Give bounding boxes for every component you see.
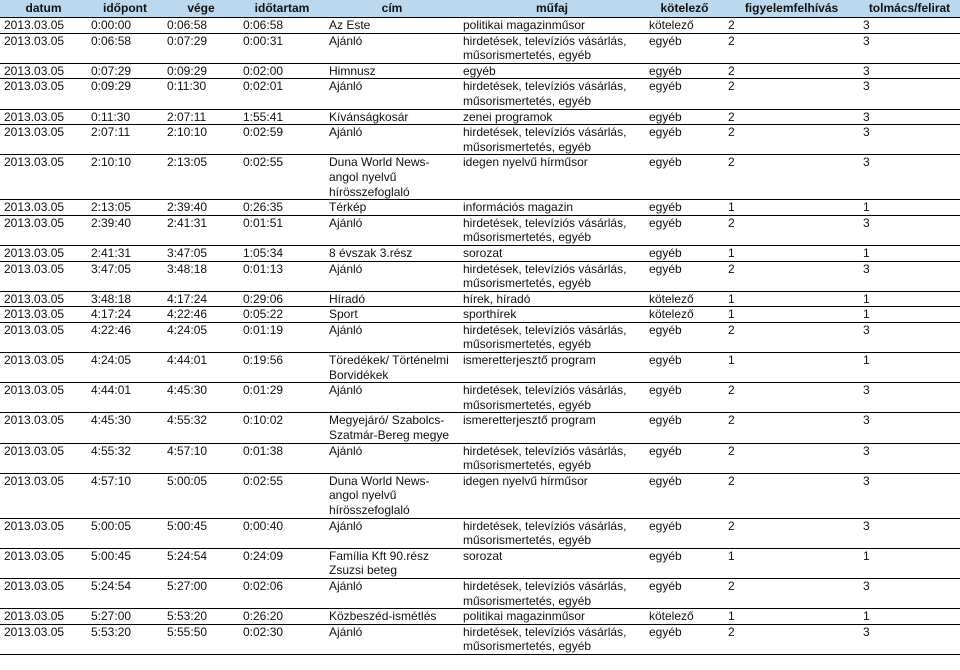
mandatory-cell: egyéb — [645, 215, 724, 245]
title-cell: Ajánló — [325, 79, 459, 109]
table-row — [0, 79, 960, 109]
end-time-cell: 5:24:54 — [163, 548, 239, 578]
date-cell: 2013.03.05 — [0, 624, 87, 654]
title-cell: 8 évszak 3.rész — [325, 245, 459, 261]
end-time-cell: 4:45:30 — [163, 383, 239, 413]
genre-cell: sorozat — [459, 548, 645, 578]
start-time-cell: 0:06:58 — [87, 33, 163, 63]
end-time-cell: 5:00:45 — [163, 518, 239, 548]
column-header-vege: vége — [163, 0, 239, 18]
mandatory-cell: egyéb — [645, 125, 724, 155]
end-time-cell: 3:48:18 — [163, 261, 239, 291]
start-time-cell: 2:41:31 — [87, 245, 163, 261]
start-time-cell: 3:47:05 — [87, 261, 163, 291]
warning-cell: 1 — [724, 609, 859, 625]
end-time-cell: 4:17:24 — [163, 291, 239, 307]
start-time-cell: 4:24:05 — [87, 353, 163, 383]
genre-cell: hirdetések, televíziós vásárlás, műsorismertetés, egyéb — [459, 322, 645, 352]
column-header-cim: cím — [325, 0, 459, 18]
duration-cell: 0:02:55 — [239, 473, 325, 518]
start-time-cell: 2:10:10 — [87, 155, 163, 200]
warning-cell: 2 — [724, 518, 859, 548]
duration-cell: 0:01:29 — [239, 383, 325, 413]
start-time-cell: 4:22:46 — [87, 322, 163, 352]
warning-cell: 2 — [724, 413, 859, 443]
table-row — [0, 548, 960, 578]
mandatory-cell: egyéb — [645, 473, 724, 518]
date-cell: 2013.03.05 — [0, 291, 87, 307]
start-time-cell: 5:53:20 — [87, 624, 163, 654]
interpreter-subtitle-cell: 3 — [859, 322, 960, 352]
table-row — [0, 200, 960, 216]
table-row — [0, 518, 960, 548]
warning-cell: 2 — [724, 33, 859, 63]
mandatory-cell: egyéb — [645, 33, 724, 63]
interpreter-subtitle-cell: 3 — [859, 624, 960, 654]
end-time-cell: 0:09:29 — [163, 63, 239, 79]
end-time-cell: 4:24:05 — [163, 322, 239, 352]
date-cell: 2013.03.05 — [0, 125, 87, 155]
interpreter-subtitle-cell: 3 — [859, 125, 960, 155]
table-row — [0, 307, 960, 323]
table-row — [0, 155, 960, 200]
mandatory-cell: egyéb — [645, 245, 724, 261]
interpreter-subtitle-cell: 1 — [859, 609, 960, 625]
genre-cell: idegen nyelvű hírműsor — [459, 473, 645, 518]
genre-cell: politikai magazinműsor — [459, 18, 645, 34]
start-time-cell: 4:44:01 — [87, 383, 163, 413]
date-cell: 2013.03.05 — [0, 413, 87, 443]
interpreter-subtitle-cell: 1 — [859, 548, 960, 578]
warning-cell: 2 — [724, 109, 859, 125]
warning-cell: 2 — [724, 261, 859, 291]
duration-cell: 0:26:20 — [239, 609, 325, 625]
warning-cell: 2 — [724, 443, 859, 473]
genre-cell: hirdetések, televíziós vásárlás, műsorismertetés, egyéb — [459, 443, 645, 473]
table-row — [0, 353, 960, 383]
genre-cell: ismeretterjesztő program — [459, 413, 645, 443]
table-row — [0, 245, 960, 261]
table-row — [0, 383, 960, 413]
duration-cell: 0:02:55 — [239, 155, 325, 200]
title-cell: Ajánló — [325, 624, 459, 654]
end-time-cell: 5:53:20 — [163, 609, 239, 625]
duration-cell: 1:55:41 — [239, 109, 325, 125]
mandatory-cell: egyéb — [645, 200, 724, 216]
end-time-cell: 5:27:00 — [163, 578, 239, 608]
warning-cell: 1 — [724, 307, 859, 323]
interpreter-subtitle-cell: 3 — [859, 215, 960, 245]
table-row — [0, 215, 960, 245]
date-cell: 2013.03.05 — [0, 383, 87, 413]
interpreter-subtitle-cell: 3 — [859, 261, 960, 291]
title-cell: Híradó — [325, 291, 459, 307]
genre-cell: hirdetések, televíziós vásárlás, műsorismertetés, egyéb — [459, 125, 645, 155]
end-time-cell: 4:22:46 — [163, 307, 239, 323]
duration-cell: 0:00:31 — [239, 33, 325, 63]
warning-cell: 2 — [724, 63, 859, 79]
mandatory-cell: egyéb — [645, 322, 724, 352]
end-time-cell: 2:39:40 — [163, 200, 239, 216]
date-cell: 2013.03.05 — [0, 33, 87, 63]
mandatory-cell: egyéb — [645, 155, 724, 200]
interpreter-subtitle-cell: 3 — [859, 578, 960, 608]
interpreter-subtitle-cell: 1 — [859, 307, 960, 323]
mandatory-cell: kötelező — [645, 609, 724, 625]
date-cell: 2013.03.05 — [0, 609, 87, 625]
title-cell: Töredékek/ Történelmi Borvidékek — [325, 353, 459, 383]
title-cell: Família Kft 90.rész Zsuzsi beteg — [325, 548, 459, 578]
mandatory-cell: egyéb — [645, 443, 724, 473]
date-cell: 2013.03.05 — [0, 79, 87, 109]
duration-cell: 0:05:22 — [239, 307, 325, 323]
table-row — [0, 624, 960, 654]
table-row — [0, 33, 960, 63]
genre-cell: hírek, híradó — [459, 291, 645, 307]
genre-cell: hirdetések, televíziós vásárlás, műsorismertetés, egyéb — [459, 215, 645, 245]
interpreter-subtitle-cell: 3 — [859, 443, 960, 473]
start-time-cell: 5:24:54 — [87, 578, 163, 608]
start-time-cell: 0:09:29 — [87, 79, 163, 109]
genre-cell: hirdetések, televíziós vásárlás, műsorismertetés, egyéb — [459, 518, 645, 548]
interpreter-subtitle-cell: 3 — [859, 473, 960, 518]
interpreter-subtitle-cell: 3 — [859, 413, 960, 443]
duration-cell: 0:24:09 — [239, 548, 325, 578]
date-cell: 2013.03.05 — [0, 261, 87, 291]
date-cell: 2013.03.05 — [0, 63, 87, 79]
duration-cell: 0:29:06 — [239, 291, 325, 307]
date-cell: 2013.03.05 — [0, 109, 87, 125]
duration-cell: 0:01:38 — [239, 443, 325, 473]
mandatory-cell: egyéb — [645, 624, 724, 654]
interpreter-subtitle-cell: 3 — [859, 109, 960, 125]
warning-cell: 2 — [724, 18, 859, 34]
warning-cell: 2 — [724, 473, 859, 518]
warning-cell: 1 — [724, 548, 859, 578]
duration-cell: 1:05:34 — [239, 245, 325, 261]
genre-cell: sorozat — [459, 245, 645, 261]
mandatory-cell: kötelező — [645, 291, 724, 307]
end-time-cell: 2:07:11 — [163, 109, 239, 125]
genre-cell: hirdetések, televíziós vásárlás, műsorismertetés, egyéb — [459, 578, 645, 608]
date-cell: 2013.03.05 — [0, 548, 87, 578]
date-cell: 2013.03.05 — [0, 443, 87, 473]
table-row — [0, 473, 960, 518]
date-cell: 2013.03.05 — [0, 353, 87, 383]
end-time-cell: 0:06:58 — [163, 18, 239, 34]
duration-cell: 0:19:56 — [239, 353, 325, 383]
table-body — [0, 18, 960, 655]
genre-cell: információs magazin — [459, 200, 645, 216]
genre-cell: hirdetések, televíziós vásárlás, műsorismertetés, egyéb — [459, 624, 645, 654]
end-time-cell: 2:41:31 — [163, 215, 239, 245]
duration-cell: 0:26:35 — [239, 200, 325, 216]
start-time-cell: 4:17:24 — [87, 307, 163, 323]
genre-cell: hirdetések, televíziós vásárlás, műsorismertetés, egyéb — [459, 33, 645, 63]
date-cell: 2013.03.05 — [0, 322, 87, 352]
table-header — [0, 0, 960, 18]
table-row — [0, 125, 960, 155]
warning-cell: 1 — [724, 291, 859, 307]
warning-cell: 2 — [724, 155, 859, 200]
start-time-cell: 4:45:30 — [87, 413, 163, 443]
end-time-cell: 3:47:05 — [163, 245, 239, 261]
title-cell: Ajánló — [325, 261, 459, 291]
mandatory-cell: kötelező — [645, 307, 724, 323]
column-header-idopont: időpont — [87, 0, 163, 18]
genre-cell: politikai magazinműsor — [459, 609, 645, 625]
date-cell: 2013.03.05 — [0, 307, 87, 323]
warning-cell: 2 — [724, 322, 859, 352]
mandatory-cell: egyéb — [645, 578, 724, 608]
title-cell: Közbeszéd-ismétlés — [325, 609, 459, 625]
genre-cell: zenei programok — [459, 109, 645, 125]
end-time-cell: 4:57:10 — [163, 443, 239, 473]
title-cell: Megyejáró/ Szabolcs-Szatmár-Bereg megye — [325, 413, 459, 443]
date-cell: 2013.03.05 — [0, 215, 87, 245]
table-row — [0, 261, 960, 291]
date-cell: 2013.03.05 — [0, 18, 87, 34]
title-cell: Ajánló — [325, 578, 459, 608]
mandatory-cell: egyéb — [645, 261, 724, 291]
duration-cell: 0:02:06 — [239, 578, 325, 608]
table-row — [0, 291, 960, 307]
warning-cell: 1 — [724, 200, 859, 216]
duration-cell: 0:10:02 — [239, 413, 325, 443]
title-cell: Ajánló — [325, 322, 459, 352]
title-cell: Ajánló — [325, 443, 459, 473]
warning-cell: 2 — [724, 578, 859, 608]
duration-cell: 0:02:00 — [239, 63, 325, 79]
interpreter-subtitle-cell: 3 — [859, 33, 960, 63]
interpreter-subtitle-cell: 3 — [859, 18, 960, 34]
date-cell: 2013.03.05 — [0, 155, 87, 200]
genre-cell: hirdetések, televíziós vásárlás, műsorismertetés, egyéb — [459, 261, 645, 291]
title-cell: Kívánságkosár — [325, 109, 459, 125]
warning-cell: 2 — [724, 624, 859, 654]
column-header-datum: datum — [0, 0, 87, 18]
title-cell: Ajánló — [325, 383, 459, 413]
interpreter-subtitle-cell: 1 — [859, 291, 960, 307]
end-time-cell: 5:55:50 — [163, 624, 239, 654]
interpreter-subtitle-cell: 3 — [859, 63, 960, 79]
duration-cell: 0:01:51 — [239, 215, 325, 245]
start-time-cell: 5:00:45 — [87, 548, 163, 578]
date-cell: 2013.03.05 — [0, 473, 87, 518]
interpreter-subtitle-cell: 1 — [859, 353, 960, 383]
genre-cell: hirdetések, televíziós vásárlás, műsorismertetés, egyéb — [459, 79, 645, 109]
start-time-cell: 5:00:05 — [87, 518, 163, 548]
title-cell: Térkép — [325, 200, 459, 216]
title-cell: Sport — [325, 307, 459, 323]
start-time-cell: 4:55:32 — [87, 443, 163, 473]
title-cell: Ajánló — [325, 215, 459, 245]
end-time-cell: 5:00:05 — [163, 473, 239, 518]
date-cell: 2013.03.05 — [0, 200, 87, 216]
duration-cell: 0:06:58 — [239, 18, 325, 34]
table-row — [0, 443, 960, 473]
mandatory-cell: kötelező — [645, 18, 724, 34]
duration-cell: 0:02:59 — [239, 125, 325, 155]
column-header-mufaj: műfaj — [459, 0, 645, 18]
mandatory-cell: egyéb — [645, 353, 724, 383]
title-cell: Duna World News- angol nyelvű hírösszefoglaló — [325, 155, 459, 200]
genre-cell: ismeretterjesztő program — [459, 353, 645, 383]
mandatory-cell: egyéb — [645, 109, 724, 125]
table-row — [0, 18, 960, 34]
warning-cell: 1 — [724, 353, 859, 383]
warning-cell: 1 — [724, 245, 859, 261]
table-row — [0, 609, 960, 625]
mandatory-cell: egyéb — [645, 383, 724, 413]
start-time-cell: 3:48:18 — [87, 291, 163, 307]
title-cell: Himnusz — [325, 63, 459, 79]
warning-cell: 2 — [724, 383, 859, 413]
table-row — [0, 63, 960, 79]
duration-cell: 0:01:13 — [239, 261, 325, 291]
date-cell: 2013.03.05 — [0, 245, 87, 261]
warning-cell: 2 — [724, 215, 859, 245]
title-cell: Ajánló — [325, 125, 459, 155]
warning-cell: 2 — [724, 79, 859, 109]
genre-cell: sporthírek — [459, 307, 645, 323]
end-time-cell: 4:55:32 — [163, 413, 239, 443]
interpreter-subtitle-cell: 3 — [859, 383, 960, 413]
interpreter-subtitle-cell: 1 — [859, 200, 960, 216]
mandatory-cell: egyéb — [645, 518, 724, 548]
table-row — [0, 413, 960, 443]
end-time-cell: 0:07:29 — [163, 33, 239, 63]
start-time-cell: 4:57:10 — [87, 473, 163, 518]
column-header-idotartam: időtartam — [239, 0, 325, 18]
duration-cell: 0:02:01 — [239, 79, 325, 109]
end-time-cell: 2:10:10 — [163, 125, 239, 155]
end-time-cell: 4:44:01 — [163, 353, 239, 383]
date-cell: 2013.03.05 — [0, 518, 87, 548]
mandatory-cell: egyéb — [645, 548, 724, 578]
start-time-cell: 0:00:00 — [87, 18, 163, 34]
mandatory-cell: egyéb — [645, 413, 724, 443]
start-time-cell: 0:07:29 — [87, 63, 163, 79]
duration-cell: 0:00:40 — [239, 518, 325, 548]
start-time-cell: 5:27:00 — [87, 609, 163, 625]
start-time-cell: 0:11:30 — [87, 109, 163, 125]
start-time-cell: 2:07:11 — [87, 125, 163, 155]
end-time-cell: 2:13:05 — [163, 155, 239, 200]
date-cell: 2013.03.05 — [0, 578, 87, 608]
header-row — [0, 0, 960, 18]
genre-cell: idegen nyelvű hírműsor — [459, 155, 645, 200]
table-row — [0, 322, 960, 352]
title-cell: Ajánló — [325, 518, 459, 548]
column-header-kotelezo: kötelező — [645, 0, 724, 18]
duration-cell: 0:01:19 — [239, 322, 325, 352]
genre-cell: hirdetések, televíziós vásárlás, műsorismertetés, egyéb — [459, 383, 645, 413]
interpreter-subtitle-cell: 1 — [859, 245, 960, 261]
interpreter-subtitle-cell: 3 — [859, 79, 960, 109]
mandatory-cell: egyéb — [645, 63, 724, 79]
start-time-cell: 2:39:40 — [87, 215, 163, 245]
column-header-figyelemfelhivas: figyelemfelhívás — [724, 0, 859, 18]
column-header-tolmacs-felirat: tolmács/felirat — [859, 0, 960, 18]
table-row — [0, 578, 960, 608]
title-cell: Ajánló — [325, 33, 459, 63]
end-time-cell: 0:11:30 — [163, 79, 239, 109]
interpreter-subtitle-cell: 3 — [859, 155, 960, 200]
mandatory-cell: egyéb — [645, 79, 724, 109]
title-cell: Duna World News- angol nyelvű hírösszefoglaló — [325, 473, 459, 518]
title-cell: Az Este — [325, 18, 459, 34]
genre-cell: egyéb — [459, 63, 645, 79]
table-row — [0, 109, 960, 125]
duration-cell: 0:02:30 — [239, 624, 325, 654]
warning-cell: 2 — [724, 125, 859, 155]
interpreter-subtitle-cell: 3 — [859, 518, 960, 548]
start-time-cell: 2:13:05 — [87, 200, 163, 216]
